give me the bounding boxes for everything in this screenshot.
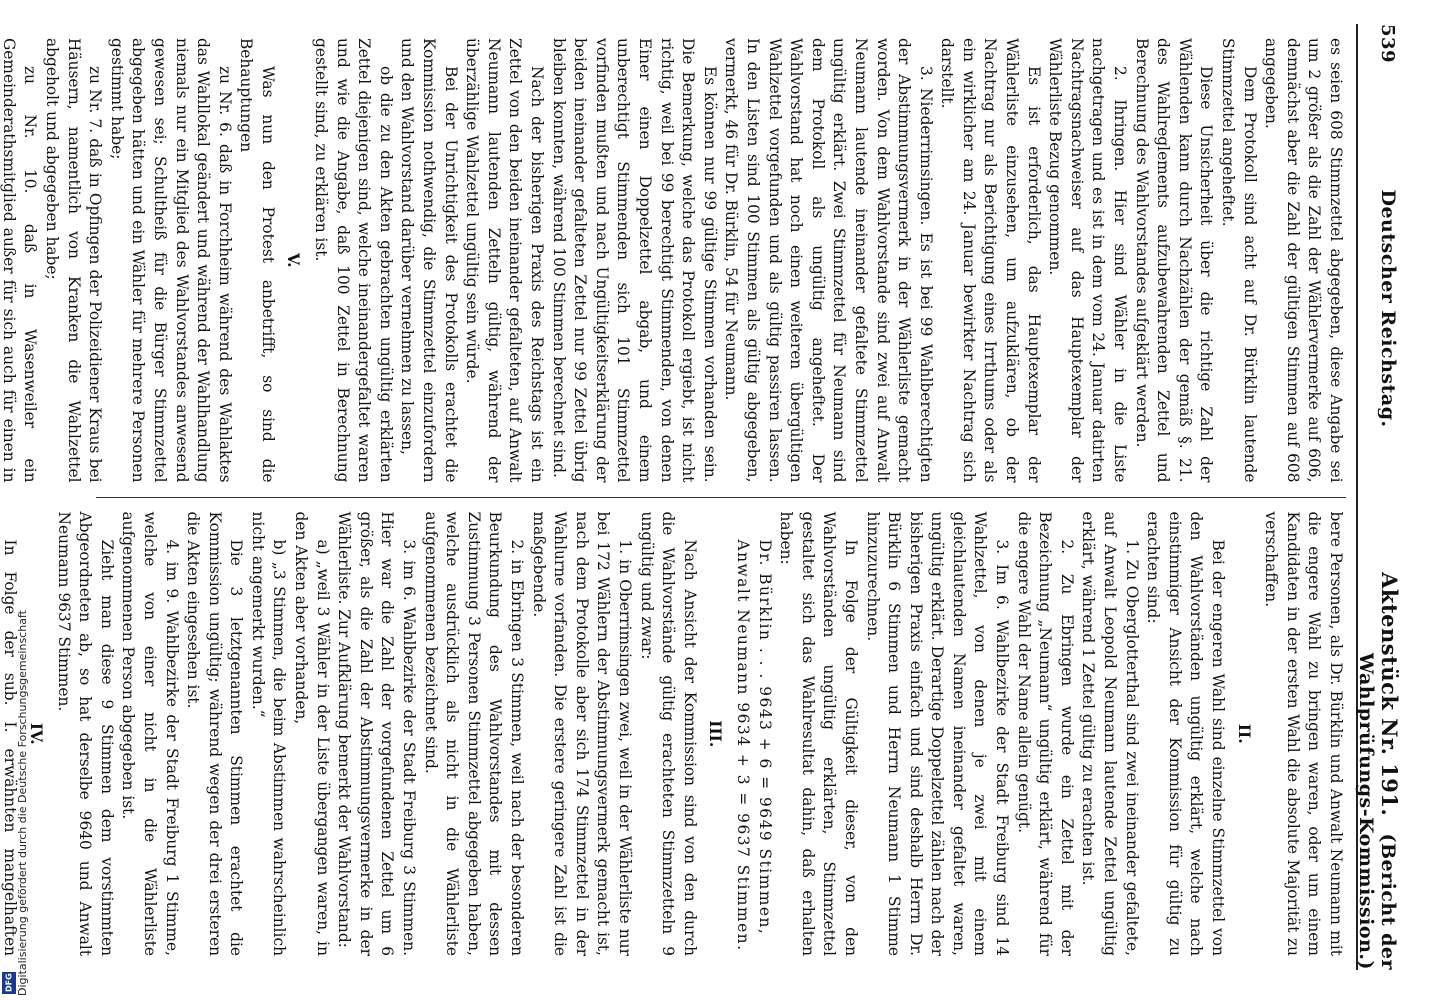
paragraph: Bei der Unrichtigkeit des Protokolls erachtet die Kommission nothwendig, die Stimmzettel einzufordern und den Wahlvorstand darüber vernehmen zu lassen,	[398, 38, 460, 483]
section-heading-iii: III.	[706, 720, 725, 748]
column-left	[0, 24, 1346, 497]
paragraph: zu Nr. 10. daß in Wasenweiler ein Gemeinderathsmitglied außer für sich auch für einen in	[0, 38, 40, 483]
section-heading-ii: II.	[1234, 723, 1253, 744]
paragraph: ob die zu den Akten gebrachten ungültig erklärten Zettel diejenigen sind, welche ineinandergefaltet waren und wie die Angabe, daß 100 Zettel in Berechnung gestellt sind, zu erklären ist.	[312, 38, 395, 483]
paragraph: b) „3 Stimmen, die beim Abstimmen wahrscheinlich nicht angemerkt wurden.“	[248, 511, 289, 956]
paragraph: a) „weil 3 Wähler in der Liste übergangen waren, in den Akten aber vorhanden,	[292, 511, 332, 956]
paragraph: zu Nr. 7. daß in Opfingen der Polizeidiener Kraus bei Häusern, namentlich von Kranken die Wahlzettel abgeholt und abgegeben habe;	[42, 38, 105, 483]
paragraph: 1. in Oberrimsingen zwei, weil in der Wählerliste nur bei 172 Wählern der Abstimmungsvermerk gemacht ist, nach dem Protokolle aber sich 174 Stimmzettel in der Wahlurne vorfanden. Die erstere geringere Zahl ist die maßgebende.	[529, 511, 634, 956]
paragraph: Es können nur 99 gültige Stimmen vorhanden sein. Die Bemerkung, welche das Protokoll ergiebt, ist nicht richtig, weil bei 99 berechtigt Stimmenden, von denen Einer einen Doppelzettel abgab, und einem unberechtigt Stimmenden sich 101 Stimmzettel vorfinden mußten und nach Ungültigkeitserklärung der beiden ineinander gefalteten Zettel nur 99 Zettel übrig bleiben konnten, während 100 Stimmen berechnet sind.	[549, 38, 719, 483]
paragraph: 2. Zu Ebringen wurde ein Zettel mit der Bezeichnung „Neumann“ ungültig erklärt, während für die engere Wahl der Name allein genügt.	[1014, 511, 1076, 956]
paragraph: 2. Ihringen. Hier sind Wähler in die Liste nachgetragen und es ist in dem vom 24. Januar datirten Nachtragsnachweiser auf das Hauptexemplar der Wählerliste Bezug genommen.	[1046, 38, 1130, 483]
paragraph: Zieht man diese 9 Stimmen dem vorstimmten Abgeordneten ab, so hat derselbe 9640 und Anwalt Neumann 9637 Stimmen.	[54, 511, 116, 956]
paragraph: 2. in Ebringen 3 Stimmen, weil nach der besonderen Beurkundung des Wahlvorstandes mit dessen Zustimmung 3 Personen Stimmzettel abgegeben haben, welche ausdrücklich als nicht in die Wählerliste aufgenommenen bezeichnet sind.	[421, 511, 527, 956]
page-number: 539	[1377, 24, 1398, 64]
paragraph: In Folge der sub. I. erwähnten mangelhaften	[1, 539, 20, 956]
header-left-title	[1377, 114, 1399, 503]
page-header	[1356, 24, 1402, 970]
paragraph: 4. im 9. Wahlbezirke der Stadt Freiburg 1 Stimme, welche von einer nicht in die Wählerliste aufgenommenen Person abgegeben ist.	[119, 511, 181, 956]
paragraph: In Folge der Gültigkeit dieser, von den Wahlvorständen ungültig erklärten, Stimmzettel gestaltet sich das Wahlresultat dahin, daß erhalten haben:	[777, 511, 860, 956]
paragraph: es seien 608 Stimmzettel abgegeben, diese Angabe sei um 2 größer als die Zahl der Wählervermerke auf 606, demnächst aber die Zahl der gültigen Stimmen auf 608 angegeben.	[1262, 38, 1345, 483]
paragraph: Was nun den Protest anbetrifft, so sind die Behauptungen	[237, 38, 277, 483]
header-right-title	[1355, 503, 1402, 970]
section-heading-iv: IV.	[26, 722, 45, 745]
section-heading-v: V.	[284, 252, 303, 268]
paragraph: Bei der engeren Wahl sind einzelne Stimmzettel von den Wahlvorständen ungültig erklärt, welche nach einstimmiger Ansicht der Kommission für gültig zu erachten sind:	[1144, 511, 1228, 956]
paragraph: Die 3 letztgenannten Stimmen erachtet die Kommission ungültig; während wegen der drei ersteren die Akten eingesehen ist.	[184, 511, 246, 956]
header-title: Deutscher Reichstag.	[1377, 189, 1399, 428]
result-line: Anwalt Neumann 9634 + 3 = 9637 Stimmen.	[733, 539, 752, 952]
paragraph: Dem Protokoll sind acht auf Dr. Bürklin lautende Stimmzettel angeheftet.	[1219, 38, 1259, 483]
dfg-logo: DFG	[2, 972, 16, 994]
paragraph: Nach Ansicht der Kommission sind von den durch die Wahlvorstände gültig erachteten Stimmzetteln 9 ungültig und zwar:	[637, 511, 699, 956]
paragraph: 3. im 6. Wahlbezirke der Stadt Freiburg 3 Stimmen. Hier war die Zahl der vorgefundenen Zettel um 6 größer, als die Zahl der Abstimmungsvermerke in der Wählerliste. Zur Aufklärung bemerkt der Wahlvorstand:	[335, 511, 419, 956]
result-line: Dr. Bürklin . . . 9643 + 6 = 9649 Stimmen,	[755, 539, 774, 936]
paragraph: 1. Zu Oberglotterthal sind zwei ineinander gefaltete, auf Anwalt Leopold Neumann lautende Zettel ungültig erklärt, während 1 Zettel gültig zu erachten ist.	[1079, 511, 1141, 956]
aktenstueck-number: Aktenstück Nr. 191.	[1377, 572, 1402, 817]
commission-title: (Bericht der Wahlprüfungs-Kommission.)	[1355, 652, 1399, 970]
paragraph: Es ist erforderlich, das Hauptexemplar der Wählerliste einzusehen, um aufzuklären, ob der Nachtrag nur als Berichtigung eines Irrthums oder als ein wirklicher am 24. Januar bewirkter Nachtrag sich darstellt.	[938, 38, 1043, 483]
digitization-note: Digitalisierung gefördert durch die Deutsche Forschungsgemeinschaft	[16, 610, 29, 996]
paragraph: Nach der bisherigen Praxis des Reichstags ist ein Zettel von den beiden ineinander gefalteten, auf Anwalt Neumann lautenden Zetteln gültig, während der überzählige Wahlzettel ungültig sein würde.	[463, 38, 547, 483]
paragraph: 3. Niederrimsingen. Es ist bei 99 Wahlberechtigten der Abstimmungsvermerk in der Wählerliste gemacht worden. Von dem Wahlvorstande sind zwei auf Anwalt Neumann lautende ineinander gefaltete Stimmzettel ungültig erklärt. Zwei Stimmzettel für Neumann sind dem Protokoll als ungültig angeheftet. Der Wahlvorstand hat noch einen weiteren übergültigen Wahlzettel vorgefunden und als gültig passiren lassen. In den Listen sind 100 Stimmen als gültig abgegeben, vermerkt, 46 für Dr. Bürklin, 54 für Neumann.	[722, 38, 935, 483]
paragraph: 3. Im 6. Wahlbezirke der Stadt Freiburg sind 14 Wahlzettel, von denen je zwei mit einem gleichlautenden Namen ineinander gefaltet waren, ungültig erklärt. Derartige Doppelzettel zählen nach der bisherigen Praxis einfach und sind deshalb Herrn Dr. Bürklin 6 Stimmen und Herrn Neumann 1 Stimme hinzuzurechnen.	[863, 511, 1012, 956]
paragraph: Diese Unsicherheit über die richtige Zahl der Wählenden kann durch Nachzählen der gemäß §. 21. des Wahlreglements aufzubewahrenden Zettel und Berechnung des Wahlvorstandes aufgeklärt werden.	[1132, 38, 1216, 483]
paragraph: zu Nr. 6. daß in Forchheim während des Wahlaktes das Wahllokal geändert und während der Wahlhandlung niemals nur ein Mitglied des Wahlvorstandes anwesend gewesen sei; Schultheiß für die Bürger Stimmzettel abgegeben hätten und ein Wähler für mehrere Personen gestimmt habe;	[107, 38, 234, 483]
paragraph: bere Personen, als Dr. Bürklin und Anwalt Neumann mit die engere Wahl zu bringen waren, oder um einem Kandidaten in der ersten Wahl die absolute Majorität zu verschaffen.	[1262, 511, 1345, 956]
